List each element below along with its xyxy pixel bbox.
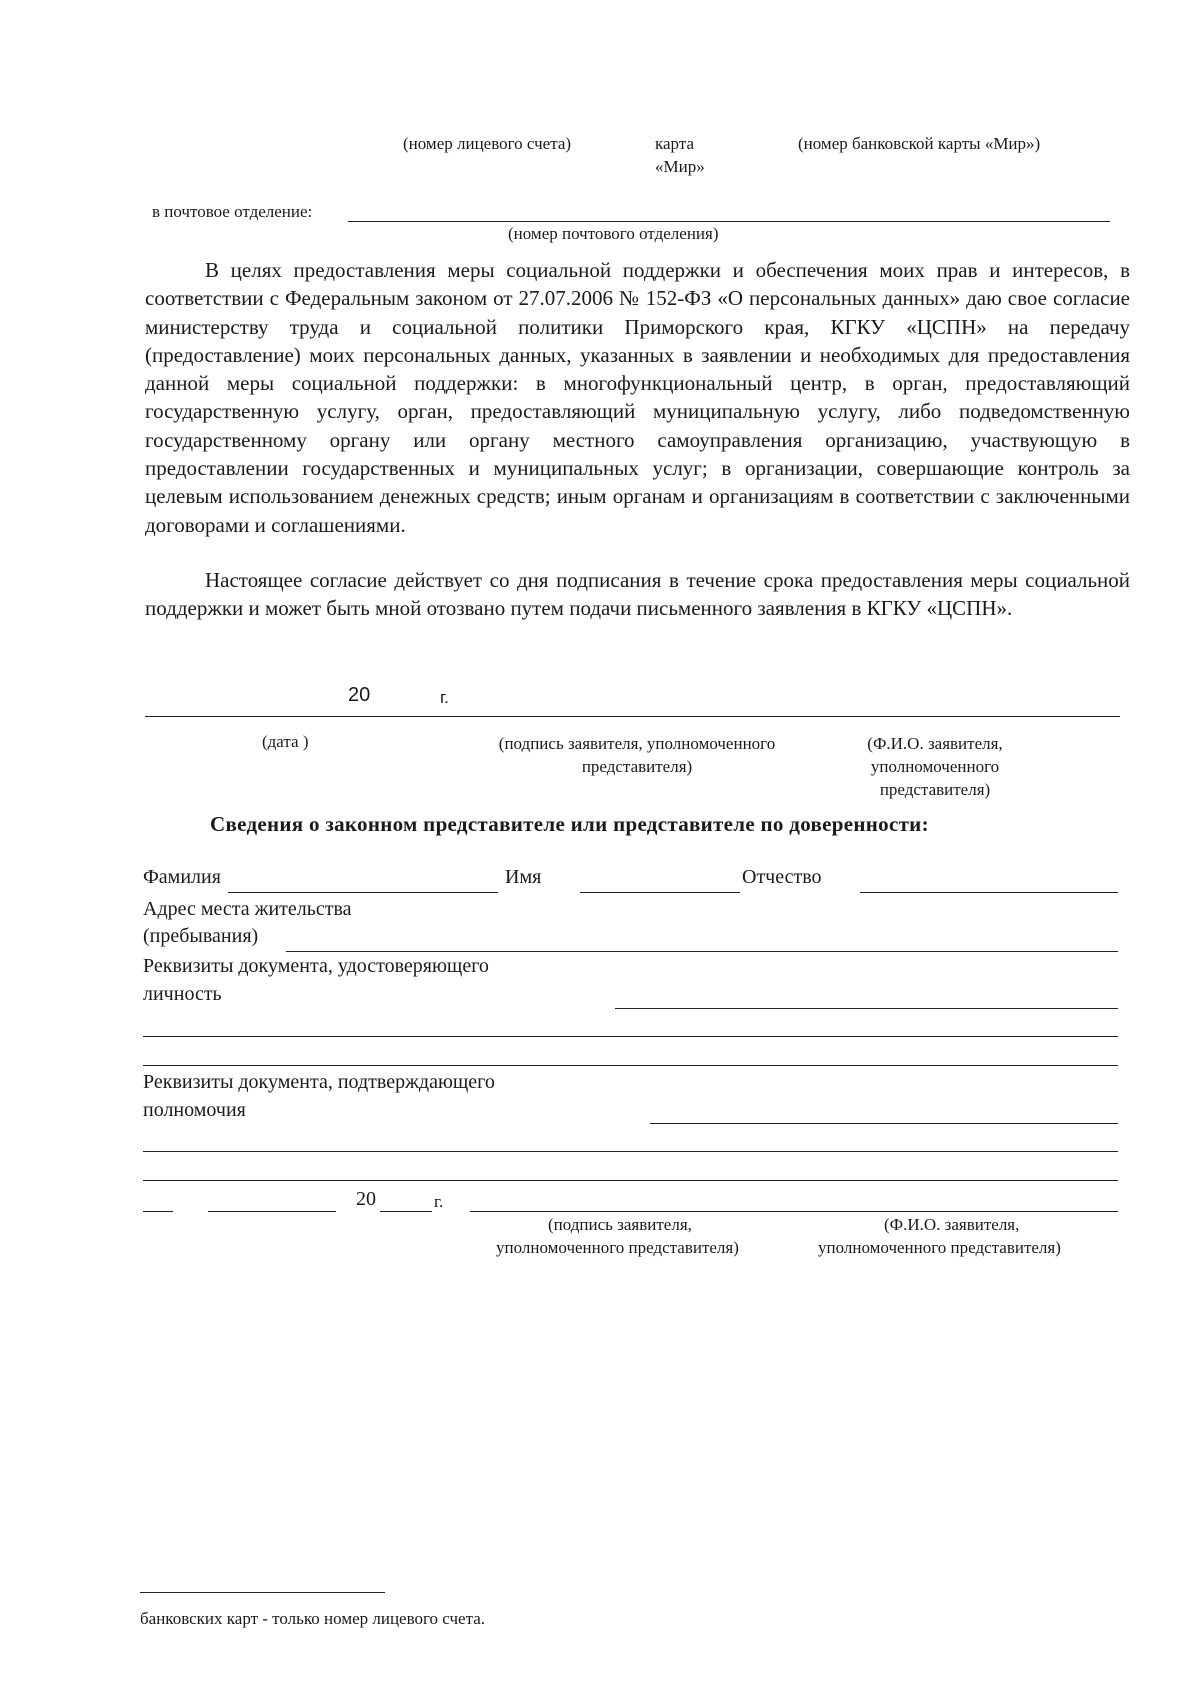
consent-paragraph-2: Настоящее согласие действует со дня подписания в течение срока предоставления меры социальной поддержки и может быть мной отозвано путем подачи письменного заявления в КГКУ «ЦСПН». [145,568,1130,621]
id-doc-field-3[interactable] [143,1065,1118,1066]
id-doc-label-line1: Реквизиты документа, удостоверяющего [143,955,489,977]
name-label: Имя [505,866,542,888]
post-office-line[interactable] [348,221,1110,222]
id-doc-field-1[interactable] [615,1008,1118,1009]
signature-caption-1: (подпись заявителя, уполномоченного представителя) [498,734,776,776]
date-day-field[interactable] [143,1211,173,1212]
name-field[interactable] [580,892,740,893]
card-caption-line1: карта [655,134,695,153]
signature-line-2[interactable] [470,1211,1118,1212]
surname-field[interactable] [228,892,498,893]
fio-caption-2-line1: (Ф.И.О. заявителя, [884,1215,1020,1234]
footnote-text: банковских карт - только номер лицевого счета. [140,1609,486,1628]
patronymic-field[interactable] [860,892,1118,893]
post-office-caption: (номер почтового отделения) [508,224,719,243]
signature-caption-2-line2: уполномоченного представителя) [496,1238,739,1257]
address-field[interactable] [286,951,1118,952]
auth-doc-field-3[interactable] [143,1180,1118,1181]
account-number-caption: (номер лицевого счета) [403,134,572,153]
footnote-separator [140,1592,385,1593]
date-year-prefix: 20 [348,684,371,706]
surname-label: Фамилия [143,866,221,888]
auth-doc-field-2[interactable] [143,1151,1118,1152]
address-label-line2: (пребывания) [143,925,259,947]
date-month-field[interactable] [208,1211,336,1212]
signature-line-1[interactable] [145,716,1120,717]
patronymic-label: Отчество [742,866,822,888]
fio-caption-2-line2: уполномоченного представителя) [818,1238,1061,1257]
fio-caption-1: (Ф.И.О. заявителя, уполномоченного представителя) [867,734,1003,799]
post-office-label: в почтовое отделение: [152,202,313,221]
date-year-suffix: г. [440,688,449,707]
date-caption: (дата ) [262,732,309,751]
auth-doc-label-line2: полномочия [143,1099,246,1121]
consent-paragraph-1: В целях предоставления меры социальной поддержки и обеспечения моих прав и интересов, в соответствии с Федеральным законом от 27.07.2006 № 152-ФЗ «О персональных данных» даю свое согласие министерству труда и социальной политики Приморского края, КГКУ «ЦСПН» на передачу (предоставление) моих персональных данных, указанных в заявлении и необходимых для предоставления данной меры социальной поддержки: в многофункциональный центр, в орган, предоставляющий государственную услугу, орган, предоставляющий муниципальную услугу, либо подведомственную государственному органу или органу местного самоуправления организацию, участвующую в предоставлении государственных и муниципальных услуг; в организации, совершающие контроль за целевым использованием денежных средств; иным органам и организациям в соответствии с заключенными договорами и соглашениями. [145,258,1130,537]
signature-caption-2-line1: (подпись заявителя, [548,1215,692,1234]
date2-year-prefix: 20 [356,1188,376,1210]
auth-doc-label-line1: Реквизиты документа, подтверждающего [143,1071,495,1093]
date2-year-suffix: г. [434,1192,444,1211]
id-doc-field-2[interactable] [143,1036,1118,1037]
bank-card-caption: (номер банковской карты «Мир») [798,134,1041,153]
representative-title: Сведения о законном представителе или представителе по доверенности: [210,812,929,836]
address-label-line1: Адрес места жительства [143,898,352,920]
id-doc-label-line2: личность [143,983,222,1005]
date-year-field[interactable] [380,1211,432,1212]
card-caption-line2: «Мир» [655,157,705,176]
auth-doc-field-1[interactable] [650,1123,1118,1124]
